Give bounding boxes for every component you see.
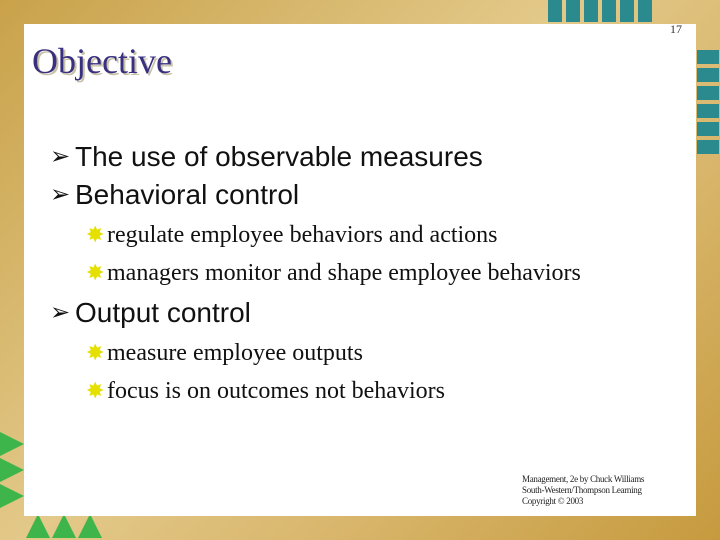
decor-square-icon	[697, 104, 719, 118]
decor-square-icon	[548, 0, 562, 22]
decor-triangle-icon	[52, 514, 76, 538]
sub-bullet-text: regulate employee behaviors and actions	[107, 222, 498, 248]
slide-title: Objective	[32, 41, 172, 81]
sub-bullet-text: focus is on outcomes not behaviors	[107, 378, 445, 404]
decor-triangle-icon	[0, 484, 24, 508]
sub-bullet-item	[50, 372, 680, 410]
decor-triangle-icon	[78, 514, 102, 538]
bullet-text: Output control	[75, 297, 251, 328]
bullet-text: The use of observable measures	[75, 141, 483, 172]
decor-triangle-icon	[26, 514, 50, 538]
star-bullet-icon: ✸	[86, 340, 105, 365]
star-bullet-icon: ✸	[86, 378, 105, 403]
arrow-bullet-icon: ➢	[50, 181, 71, 208]
decor-square-icon	[566, 0, 580, 22]
sub-bullet-text: managers monitor and shape employee behaviors	[107, 260, 581, 286]
decor-square-icon	[697, 50, 719, 64]
decor-square-icon	[602, 0, 616, 22]
footer-line: Management, 2e by Chuck Williams	[522, 474, 645, 484]
arrow-bullet-icon: ➢	[50, 143, 71, 170]
arrow-bullet-icon: ➢	[50, 299, 71, 326]
bullet-text: Behavioral control	[75, 179, 300, 210]
decor-square-icon	[697, 86, 719, 100]
decor-square-icon	[584, 0, 598, 22]
decor-square-icon	[638, 0, 652, 22]
decor-square-icon	[697, 140, 719, 154]
decor-square-icon	[697, 68, 719, 82]
star-bullet-icon: ✸	[86, 260, 105, 285]
bullet-list	[50, 138, 680, 410]
decor-square-icon	[620, 0, 634, 22]
bullet-item	[50, 138, 680, 176]
bullet-item	[50, 176, 680, 214]
bullet-item	[50, 294, 680, 332]
decor-square-icon	[697, 122, 719, 136]
sub-bullet-item	[50, 254, 680, 292]
page-number: 17	[670, 22, 682, 36]
decor-triangle-icon	[0, 432, 24, 456]
sub-bullet-item	[50, 216, 680, 254]
copyright-footer	[522, 474, 644, 507]
decor-triangle-icon	[0, 458, 24, 482]
sub-bullet-text: measure employee outputs	[107, 340, 363, 366]
footer-line: Copyright © 2003	[522, 496, 584, 506]
sub-bullet-item	[50, 334, 680, 372]
footer-line: South-Western/Thompson Learning	[522, 485, 642, 495]
star-bullet-icon: ✸	[86, 222, 105, 247]
